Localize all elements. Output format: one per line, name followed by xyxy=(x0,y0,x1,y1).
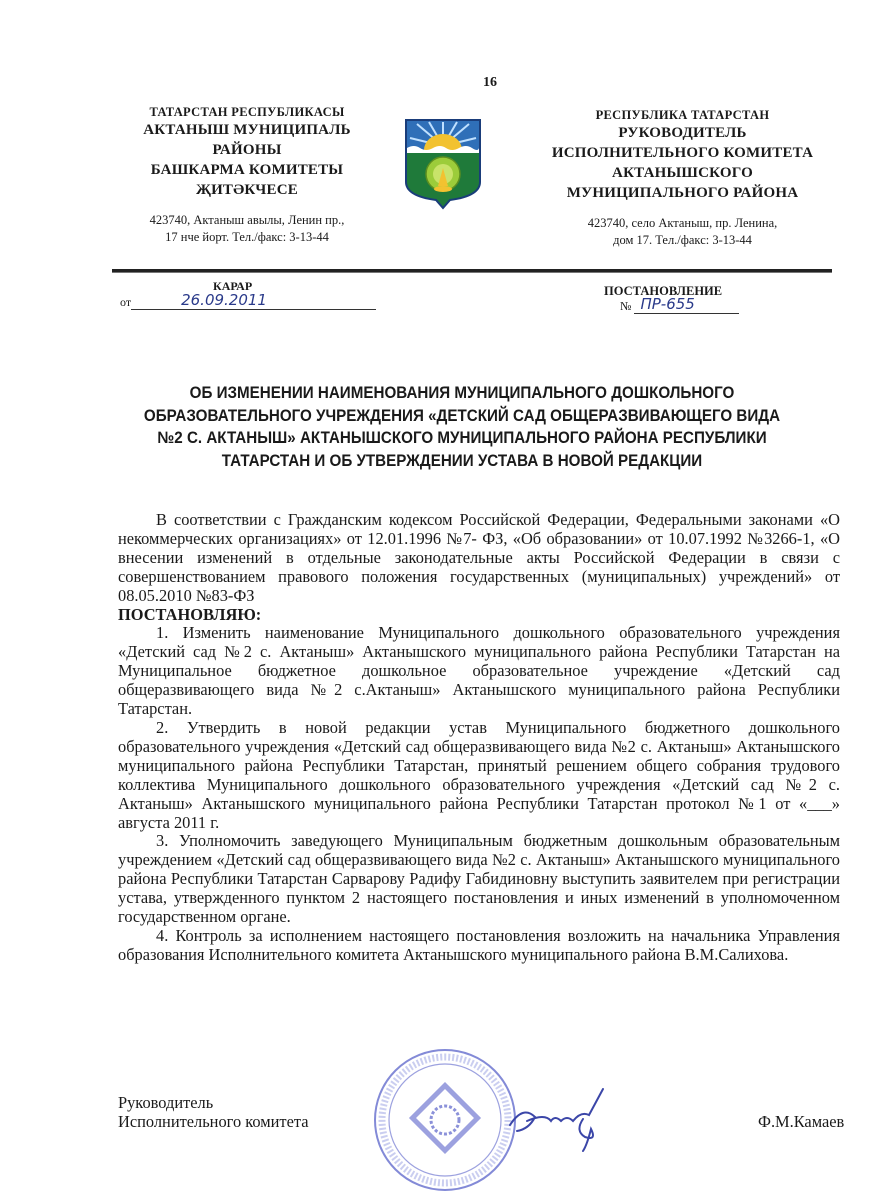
item-4: 4. Контроль за исполнением настоящего постановления возложить на начальника Управления образования Исполнительного комитета Актанышского муниципального района В.М.Салихова. xyxy=(118,925,840,964)
signature-position xyxy=(118,1093,308,1131)
karar-label: КАРАР xyxy=(213,279,253,293)
header-left-line5: ҖИТӘКЧЕСЕ xyxy=(196,182,298,198)
number-line xyxy=(620,295,739,314)
handwritten-number: ПР-655 xyxy=(640,295,695,313)
document-body xyxy=(118,511,840,965)
header-right-line2: РУКОВОДИТЕЛЬ xyxy=(618,125,747,141)
signature-position-line1: Руководитель xyxy=(118,1093,214,1112)
official-stamp-icon xyxy=(370,1045,520,1195)
item-2: 2. Утвердить в новой редакции устав Муниципального бюджетного дошкольного образовательного учреждения «Детский сад общеразвивающего вида №2 с. Актаныш» Актанышского муниципального района Республики Татарстан, принятый решением общего собрания трудового коллектива Муниципального дошкольного образовательного учреждения «Детский сад №2 с. Актаныш» Актанышского муниципального района Республики Татарстан протокол №1 от «___» августа 2011 г. xyxy=(118,717,840,832)
header-left-line3: РАЙОНЫ xyxy=(212,142,282,158)
signatory-name: Ф.М.Камаев xyxy=(758,1112,845,1131)
header-right-address1: 423740, село Актаныш, пр. Ленина, xyxy=(587,216,778,230)
page-number: 16 xyxy=(483,75,497,90)
number-field xyxy=(634,295,739,314)
handwritten-date: 26.09.2011 xyxy=(181,291,267,309)
preamble-paragraph: В соответствии с Гражданским кодексом Российской Федерации, Федеральными законами «О некоммерческих организациях» от 12.01.1996 №7- ФЗ, «Об образовании» от 10.07.1992 №3266-1, «О внесении изменений в отдельные законодательные акты Российской Федерации в связи с совершенствованием правового положения государственных (муниципальных) учреждений» от 08.05.2010 №83-ФЗ xyxy=(118,510,840,605)
ot-label: от xyxy=(120,295,132,309)
header-left-line4: БАШКАРМА КОМИТЕТЫ xyxy=(150,162,344,178)
handwritten-signature-icon xyxy=(505,1085,615,1155)
date-line xyxy=(120,291,376,310)
signature-position-line2: Исполнительного комитета xyxy=(118,1112,309,1131)
date-field xyxy=(131,291,376,310)
header-left-address xyxy=(112,212,382,246)
document-title: ОБ ИЗМЕНЕНИИ НАИМЕНОВАНИЯ МУНИЦИПАЛЬНОГО ДОШКОЛЬНОГО ОБРАЗОВАТЕЛЬНОГО УЧРЕЖДЕНИЯ «ДЕТСКИЙ САД ОБЩЕРАЗВИВАЮЩЕГО ВИДА №2 С. АКТАНЫШ» АКТАНЫШСКОГО МУНИЦИПАЛЬНОГО РАЙОНА РЕСПУБЛИКИ ТАТАРСТАН И ОБ УТВЕРЖДЕНИИ УСТАВА В НОВОЙ РЕДАКЦИИ xyxy=(143,384,781,470)
header-right-line5: МУНИЦИПАЛЬНОГО РАЙОНА xyxy=(566,185,799,201)
header-left-line1: ТАТАРСТАН РЕСПУБЛИКАСЫ xyxy=(149,105,345,119)
item-1: 1. Изменить наименование Муниципального дошкольного образовательного учреждения «Детский сад №2 с. Актаныш» Актанышского муниципального района Республики Татарстан на Муниципальное бюджетное дошкольное образовательное учреждение «Детский сад общеразвивающего вида №2 с.Актаныш» Актанышского муниципального района Республики Татарстан. xyxy=(118,623,840,719)
decree-word: ПОСТАНОВЛЯЮ: xyxy=(118,604,262,624)
header-right-line4: АКТАНЫШСКОГО xyxy=(612,165,753,181)
coat-of-arms-icon xyxy=(402,116,484,210)
header-left-address2: 17 нче йорт. Тел./факс: 3-13-44 xyxy=(165,230,329,244)
header-divider xyxy=(112,269,832,273)
header-left-address1: 423740, Актаныш авылы, Ленин пр., xyxy=(149,213,345,227)
header-left-tatar xyxy=(112,105,382,246)
header-right-russian xyxy=(535,108,830,249)
header-right-address xyxy=(535,215,830,249)
header-right-address2: дом 17. Тел./факс: 3-13-44 xyxy=(613,233,752,247)
header-right-line3: ИСПОЛНИТЕЛЬНОГО КОМИТЕТА xyxy=(551,145,814,161)
header-left-line2: АКТАНЫШ МУНИЦИПАЛЬ xyxy=(143,122,351,138)
postanovlenie-label: ПОСТАНОВЛЕНИЕ xyxy=(604,284,723,298)
header-right-line1: РЕСПУБЛИКА ТАТАРСТАН xyxy=(595,108,770,122)
item-3: 3. Уполномочить заведующего Муниципальным бюджетным дошкольным образовательным учреждением «Детский сад общеразвивающего вида №2 с. Актаныш» Актанышского муниципального района Республики Татарстан Сарварову Радифу Габидиновну выступить заявителем при регистрации устава, утвержденного пунктом 2 настоящего постановления и иных изменений в уполномоченном государственном органе. xyxy=(118,831,840,927)
number-label: № xyxy=(620,299,632,313)
